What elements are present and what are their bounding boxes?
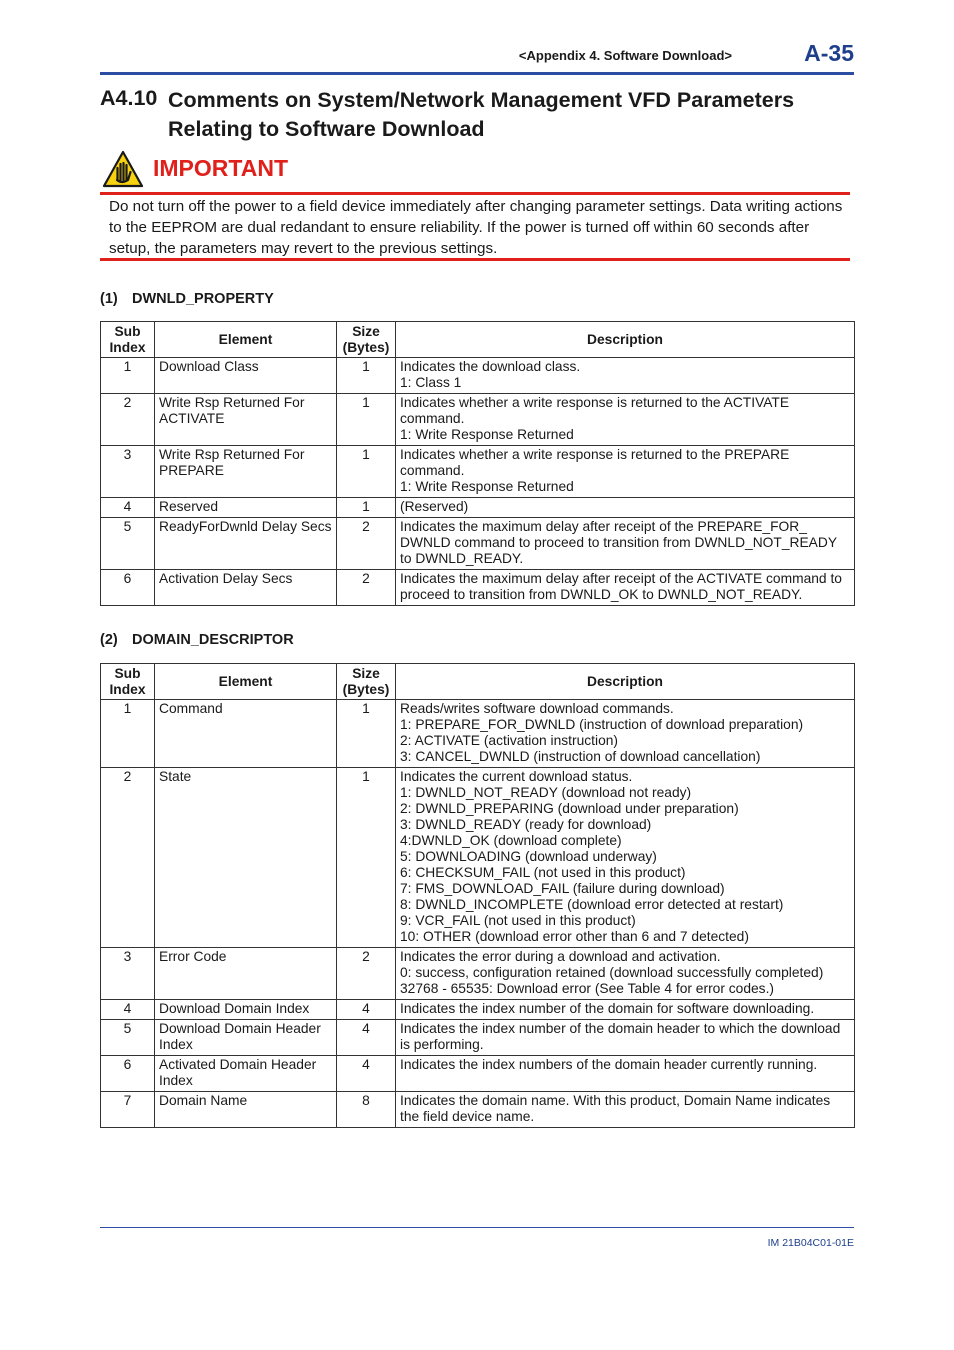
description-line: Indicates the current download status. xyxy=(400,769,633,784)
description-line: 1: Write Response Returned xyxy=(400,427,574,442)
size-cell: 1 xyxy=(337,700,396,768)
description-line: 7: FMS_DOWNLOAD_FAIL (failure during download) xyxy=(400,881,725,896)
size-cell: 8 xyxy=(337,1092,396,1128)
description-line: 2: DWNLD_PREPARING (download under preparation) xyxy=(400,801,739,816)
table2-number: (2) xyxy=(100,632,118,648)
description-line: 6: CHECKSUM_FAIL (not used in this product) xyxy=(400,865,686,880)
table-row xyxy=(101,1056,855,1092)
sub-index-cell: 6 xyxy=(101,570,155,606)
size-cell: 1 xyxy=(337,446,396,498)
size-cell: 4 xyxy=(337,1056,396,1092)
sub-index-cell: 3 xyxy=(101,948,155,1000)
col-sub-index: Sub Index xyxy=(101,664,155,700)
table-row xyxy=(101,700,855,768)
description-line: 3: DWNLD_READY (ready for download) xyxy=(400,817,652,832)
section-number: A4.10 xyxy=(100,86,158,110)
description-line: Indicates the index number of the domain for software downloading. xyxy=(400,1001,815,1016)
table1-name: DWNLD_PROPERTY xyxy=(132,291,274,307)
description-line: Indicates the domain name. With this product, Domain Name indicates the field device name. xyxy=(400,1093,831,1124)
table2-title xyxy=(100,632,294,648)
page-number: A-35 xyxy=(804,40,854,66)
col-description: Description xyxy=(396,664,855,700)
description-line: 1: Write Response Returned xyxy=(400,479,574,494)
element-cell: State xyxy=(155,768,337,948)
description-cell xyxy=(396,394,855,446)
description-line: Indicates the index number of the domain header to which the download is performing. xyxy=(400,1021,841,1052)
size-cell: 2 xyxy=(337,518,396,570)
size-cell: 2 xyxy=(337,570,396,606)
table1-title xyxy=(100,291,274,307)
table2-name: DOMAIN_DESCRIPTOR xyxy=(132,632,294,648)
description-line: Indicates whether a write response is returned to the ACTIVATE command. xyxy=(400,395,790,426)
size-cell: 2 xyxy=(337,948,396,1000)
element-cell: Reserved xyxy=(155,498,337,518)
description-line: (Reserved) xyxy=(400,499,469,514)
element-cell: Write Rsp Returned For PREPARE xyxy=(155,446,337,498)
element-cell: Write Rsp Returned For ACTIVATE xyxy=(155,394,337,446)
description-cell xyxy=(396,1056,855,1092)
description-line: 1: DWNLD_NOT_READY (download not ready) xyxy=(400,785,692,800)
important-body: Do not turn off the power to a field device immediately after changing parameter settings. Data writing actions to the EEPROM are dual redandant to ensure reliability. If the power is turned off within 60 seconds after setup, the parameters may revert to the previous settings. xyxy=(109,198,843,257)
col-element: Element xyxy=(155,664,337,700)
description-line: 3: CANCEL_DWNLD (instruction of download cancellation) xyxy=(400,749,761,764)
description-line: Indicates the maximum delay after receipt of the ACTIVATE command to proceed to transition from DWNLD_OK to DWNLD_NOT_READY. xyxy=(400,571,842,602)
size-cell: 4 xyxy=(337,1000,396,1020)
element-cell: Command xyxy=(155,700,337,768)
description-line: 5: DOWNLOADING (download underway) xyxy=(400,849,657,864)
description-line: 10: OTHER (download error other than 6 and 7 detected) xyxy=(400,929,749,944)
description-cell xyxy=(396,1020,855,1056)
table-row xyxy=(101,446,855,498)
table-row xyxy=(101,498,855,518)
description-line: 9: VCR_FAIL (not used in this product) xyxy=(400,913,636,928)
element-cell: Activated Domain Header Index xyxy=(155,1056,337,1092)
element-cell: Download Domain Index xyxy=(155,1000,337,1020)
col-element: Element xyxy=(155,322,337,358)
header-rule xyxy=(100,72,854,75)
table-row xyxy=(101,948,855,1000)
description-line: Indicates the index numbers of the domain header currently running. xyxy=(400,1057,818,1072)
table-row xyxy=(101,1020,855,1056)
size-cell: 4 xyxy=(337,1020,396,1056)
description-line: Reads/writes software download commands. xyxy=(400,701,674,716)
table-row xyxy=(101,1092,855,1128)
dwnld-property-table xyxy=(100,321,855,606)
col-size: Size (Bytes) xyxy=(337,664,396,700)
important-rule-bottom xyxy=(100,258,850,261)
table-row xyxy=(101,358,855,394)
description-line: 2: ACTIVATE (activation instruction) xyxy=(400,733,619,748)
sub-index-cell: 4 xyxy=(101,498,155,518)
description-line: Indicates whether a write response is returned to the PREPARE command. xyxy=(400,447,790,478)
description-cell xyxy=(396,948,855,1000)
element-cell: Domain Name xyxy=(155,1092,337,1128)
table-row xyxy=(101,768,855,948)
col-description: Description xyxy=(396,322,855,358)
sub-index-cell: 6 xyxy=(101,1056,155,1092)
col-sub-index: Sub Index xyxy=(101,322,155,358)
description-line: 1: Class 1 xyxy=(400,375,462,390)
description-line: 0: success, configuration retained (download successfully completed) xyxy=(400,965,824,980)
sub-index-cell: 5 xyxy=(101,1020,155,1056)
description-cell xyxy=(396,518,855,570)
description-cell xyxy=(396,498,855,518)
table-row xyxy=(101,570,855,606)
col-size: Size (Bytes) xyxy=(337,322,396,358)
sub-index-cell: 3 xyxy=(101,446,155,498)
domain-descriptor-table xyxy=(100,663,855,1128)
document-id: IM 21B04C01-01E xyxy=(767,1237,854,1249)
size-cell: 1 xyxy=(337,498,396,518)
size-cell: 1 xyxy=(337,768,396,948)
description-cell xyxy=(396,358,855,394)
table-row xyxy=(101,1000,855,1020)
important-title: IMPORTANT xyxy=(153,155,289,181)
important-rule-top xyxy=(100,192,850,195)
sub-index-cell: 1 xyxy=(101,358,155,394)
table-row xyxy=(101,518,855,570)
table1-number: (1) xyxy=(100,291,118,307)
element-cell: Activation Delay Secs xyxy=(155,570,337,606)
size-cell: 1 xyxy=(337,394,396,446)
description-cell xyxy=(396,1000,855,1020)
sub-index-cell: 5 xyxy=(101,518,155,570)
element-cell: Error Code xyxy=(155,948,337,1000)
section-title: Comments on System/Network Management VFD Parameters Relating to Software Download xyxy=(168,88,795,141)
element-cell: Download Domain Header Index xyxy=(155,1020,337,1056)
description-cell xyxy=(396,700,855,768)
description-line: 32768 - 65535: Download error (See Table 4 for error codes.) xyxy=(400,981,775,996)
sub-index-cell: 4 xyxy=(101,1000,155,1020)
description-line: Indicates the error during a download and activation. xyxy=(400,949,721,964)
description-line: 1: PREPARE_FOR_DWNLD (instruction of download preparation) xyxy=(400,717,804,732)
description-cell xyxy=(396,1092,855,1128)
description-line: Indicates the maximum delay after receipt of the PREPARE_FOR_ DWNLD command to proceed to transition from DWNLD_NOT_READY to DWNLD_READY. xyxy=(400,519,837,566)
sub-index-cell: 1 xyxy=(101,700,155,768)
description-line: 4:DWNLD_OK (download complete) xyxy=(400,833,622,848)
element-cell: ReadyForDwnld Delay Secs xyxy=(155,518,337,570)
description-line: Indicates the download class. xyxy=(400,359,581,374)
sub-index-cell: 2 xyxy=(101,768,155,948)
header-section-label: <Appendix 4. Software Download> xyxy=(518,48,732,63)
description-cell xyxy=(396,570,855,606)
description-cell xyxy=(396,768,855,948)
sub-index-cell: 7 xyxy=(101,1092,155,1128)
footer-rule xyxy=(100,1227,854,1228)
sub-index-cell: 2 xyxy=(101,394,155,446)
element-cell: Download Class xyxy=(155,358,337,394)
description-line: 8: DWNLD_INCOMPLETE (download error detected at restart) xyxy=(400,897,784,912)
size-cell: 1 xyxy=(337,358,396,394)
hand-warning-icon xyxy=(102,150,144,188)
description-cell xyxy=(396,446,855,498)
table-row xyxy=(101,394,855,446)
